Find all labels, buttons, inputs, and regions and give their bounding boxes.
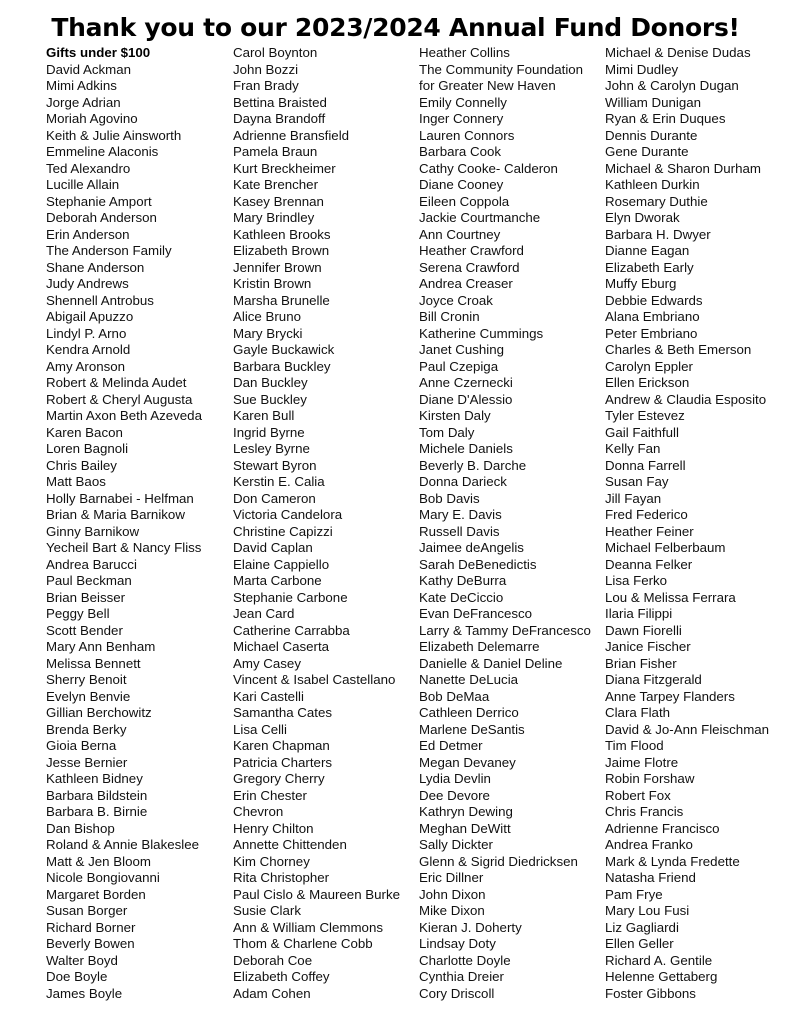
donor-name: Evelyn Benvie (46, 688, 131, 704)
donor-name: Kathleen Bidney (46, 771, 143, 786)
donor-name: David Ackman (46, 61, 131, 77)
donor-name: Barbara Cook (419, 144, 502, 159)
donor-name: Kate DeCiccio (419, 589, 504, 605)
donor-name: Lauren Connors (419, 127, 515, 143)
donor-name: Barbara Bildstein (46, 787, 148, 803)
donor-column-1 (46, 45, 202, 1002)
donor-column-4 (605, 45, 769, 1002)
donor-name: Loren Bagnoli (46, 441, 129, 456)
donor-name: Dee Devore (419, 787, 490, 803)
donor-name: Michael Caserta (233, 639, 330, 654)
donor-name: Don Cameron (233, 490, 316, 506)
donor-name: Kari Castelli (233, 688, 304, 704)
donor-name: Karen Chapman (233, 738, 330, 753)
donor-name: Anne Tarpey Flanders (605, 688, 735, 704)
donor-name: Joyce Croak (419, 292, 493, 308)
donor-name: Cathy Cooke- Calderon (419, 160, 558, 176)
donor-name: Matt Baos (46, 474, 106, 489)
donor-name: Lisa Ferko (605, 573, 668, 588)
donor-name: Vincent & Isabel Castellano (233, 672, 396, 687)
donor-name: Robin Forshaw (605, 771, 695, 786)
donor-name: Susie Clark (233, 903, 301, 918)
donor-name: Bill Cronin (419, 309, 480, 324)
donor-name: Jennifer Brown (233, 259, 322, 275)
donor-name: Brian Beisser (46, 589, 126, 605)
donor-name: Deborah Coe (233, 952, 313, 968)
donor-name: Melissa Bennett (46, 655, 141, 671)
donor-name: Ginny Barnikow (46, 523, 140, 539)
donor-name: Michael Felberbaum (605, 540, 726, 555)
donor-name: Diane Cooney (419, 177, 504, 192)
section-heading-gifts-under-100: Gifts under $100 (46, 45, 151, 60)
donor-name: Karen Bull (233, 408, 295, 423)
donor-name: Kelly Fan (605, 441, 661, 456)
donor-name: Glenn & Sigrid Diedricksen (419, 853, 578, 869)
donor-name: Donna Farrell (605, 457, 686, 473)
donor-column-2 (233, 45, 400, 1002)
donor-name: Paul Beckman (46, 573, 132, 588)
donor-name: Scott Bender (46, 622, 123, 638)
donor-name: Annette Chittenden (233, 837, 347, 852)
donor-name: Andrea Barucci (46, 556, 137, 572)
donor-name: Moriah Agovino (46, 111, 138, 126)
donor-name: Mark & Lynda Fredette (605, 853, 740, 869)
donor-name: Gillian Berchowitz (46, 705, 152, 720)
donor-name: Elizabeth Early (605, 259, 694, 275)
donor-name: Russell Davis (419, 523, 500, 539)
donor-name: Adrienne Bransfield (233, 127, 350, 143)
donor-name: Marta Carbone (233, 573, 322, 588)
donor-name: Lesley Byrne (233, 441, 310, 456)
donor-name: Kirsten Daly (419, 408, 491, 423)
donor-name: Kim Chorney (233, 853, 310, 869)
donor-name: Lindsay Doty (419, 936, 496, 951)
donor-name: Muffy Eburg (605, 276, 677, 291)
donor-name: Beverly B. Darche (419, 457, 527, 473)
donor-name: Diane D'Alessio (419, 391, 513, 407)
donor-name: Brian Fisher (605, 655, 677, 671)
donor-name: Natasha Friend (605, 870, 696, 885)
donor-name: Pam Frye (605, 886, 663, 902)
donor-name: Abigail Apuzzo (46, 309, 134, 324)
donor-name: Dan Buckley (233, 375, 308, 390)
donor-name: Michele Daniels (419, 441, 513, 456)
donor-name: Charles & Beth Emerson (605, 342, 752, 357)
donor-name: Foster Gibbons (605, 985, 696, 1001)
donor-name: Richard Borner (46, 919, 136, 935)
donor-name: Sarah DeBenedictis (419, 556, 537, 572)
donor-name: Dan Bishop (46, 820, 115, 836)
donor-name: Lucille Allain (46, 177, 120, 192)
donor-name: The Community Foundation (419, 61, 584, 77)
donor-name: Ingrid Byrne (233, 424, 305, 440)
donor-name: Paul Czepiga (419, 358, 499, 374)
donor-name: Gayle Buckawick (233, 342, 335, 357)
donor-name: Barbara Buckley (233, 358, 331, 374)
donor-name: Susan Fay (605, 474, 669, 489)
donor-name: Anne Czernecki (419, 375, 513, 390)
donor-name: Margaret Borden (46, 886, 146, 902)
donor-name: Jesse Bernier (46, 754, 128, 770)
donor-name: Carolyn Eppler (605, 358, 693, 374)
donor-name: Ryan & Erin Duques (605, 111, 726, 126)
donor-name: Catherine Carrabba (233, 622, 350, 638)
donor-name: Helenne Gettaberg (605, 969, 718, 984)
donor-name: Larry & Tammy DeFrancesco (419, 622, 591, 638)
donor-name: Charlotte Doyle (419, 952, 511, 968)
donor-name: John Dixon (419, 886, 486, 902)
donor-name: Erin Anderson (46, 226, 130, 242)
donor-name: Heather Crawford (419, 243, 524, 258)
donor-name: Gene Durante (605, 144, 689, 159)
donor-name: Dennis Durante (605, 127, 698, 143)
donor-name: Ilaria Filippi (605, 606, 673, 621)
donor-name: Carol Boynton (233, 45, 318, 60)
donor-name: Kieran J. Doherty (419, 919, 522, 935)
donor-name: Lydia Devlin (419, 771, 491, 786)
donor-name: Robert & Melinda Audet (46, 375, 187, 390)
donor-name: Susan Borger (46, 903, 128, 918)
donor-name: Cathleen Derrico (419, 705, 519, 720)
donor-name: John & Carolyn Dugan (605, 78, 739, 93)
donor-name: Janice Fischer (605, 639, 691, 654)
donor-name: Mary Brindley (233, 210, 315, 225)
donor-name: Ellen Erickson (605, 375, 690, 390)
donor-name: Nanette DeLucia (419, 672, 519, 687)
donor-name: Tim Flood (605, 738, 664, 753)
donor-name: Nicole Bongiovanni (46, 870, 160, 885)
donor-name: Alice Bruno (233, 309, 301, 324)
donor-name: Ellen Geller (605, 936, 674, 951)
donor-name: David Caplan (233, 540, 313, 555)
donor-name: Elizabeth Coffey (233, 969, 330, 984)
donor-name: Roland & Annie Blakeslee (46, 837, 200, 852)
donor-name: Dayna Brandoff (233, 111, 326, 126)
donor-name: Erin Chester (233, 787, 307, 803)
donor-name: Elyn Dworak (605, 210, 680, 225)
donor-name: Danielle & Daniel Deline (419, 655, 563, 671)
donor-name: Gioia Berna (46, 738, 117, 753)
donor-name: Sherry Benoit (46, 672, 127, 687)
donor-name: Michael & Denise Dudas (605, 45, 751, 60)
donor-name: Doe Boyle (46, 969, 108, 984)
donor-name: Kathryn Dewing (419, 804, 513, 819)
donor-name: Deborah Anderson (46, 210, 157, 225)
donor-name: Beverly Bowen (46, 936, 135, 951)
donor-name: Pamela Braun (233, 144, 318, 159)
donor-name: Keith & Julie Ainsworth (46, 127, 182, 143)
donor-name: Lou & Melissa Ferrara (605, 589, 736, 605)
donor-name: Christine Capizzi (233, 523, 333, 539)
donor-name: Janet Cushing (419, 342, 505, 357)
donor-name: Mimi Adkins (46, 78, 117, 93)
donor-name: Lindyl P. Arno (46, 325, 127, 341)
donor-name: Jorge Adrian (46, 94, 121, 110)
donor-name: Robert & Cheryl Augusta (46, 391, 193, 407)
donor-name: Rita Christopher (233, 870, 330, 885)
donor-name: Victoria Candelora (233, 507, 343, 522)
donor-name: Tom Daly (419, 424, 475, 440)
donor-name: Meghan DeWitt (419, 820, 511, 836)
donor-name: Richard A. Gentile (605, 952, 713, 968)
donor-column-3 (419, 45, 591, 1002)
donor-name: Andrew & Claudia Esposito (605, 391, 767, 407)
donor-name: Martin Axon Beth Azeveda (46, 408, 202, 423)
donor-name: Amy Casey (233, 655, 301, 671)
donor-name: Heather Feiner (605, 523, 694, 539)
donor-name: Thom & Charlene Cobb (233, 936, 373, 951)
donor-name: Mary E. Davis (419, 507, 502, 522)
donor-name: Jaimee deAngelis (419, 540, 524, 555)
donor-name: Inger Connery (419, 111, 504, 126)
donor-name: Elizabeth Delemarre (419, 639, 540, 654)
donor-name: Barbara H. Dwyer (605, 226, 711, 242)
donor-name: Emily Connelly (419, 94, 507, 110)
donor-name: William Dunigan (605, 94, 702, 110)
donor-name: Peggy Bell (46, 606, 110, 621)
donor-name: Michael & Sharon Durham (605, 160, 761, 176)
donor-name: Judy Andrews (46, 276, 129, 291)
donor-name: Dianne Eagan (605, 243, 690, 258)
donor-name: Bob DeMaa (419, 688, 490, 704)
donor-name: Walter Boyd (46, 952, 118, 968)
donor-name: Andrea Creaser (419, 276, 513, 291)
donor-name: Ted Alexandro (46, 160, 131, 176)
donor-name: Cynthia Dreier (419, 969, 504, 984)
donor-name: Dawn Fiorelli (605, 622, 682, 638)
donor-name: James Boyle (46, 985, 123, 1001)
donor-name: Amy Aronson (46, 358, 126, 374)
donor-name: Andrea Franko (605, 837, 693, 852)
donor-name: Cory Driscoll (419, 985, 495, 1001)
donor-name: Elizabeth Brown (233, 243, 330, 258)
donor-name: Donna Darieck (419, 474, 507, 489)
donor-name: Ann Courtney (419, 226, 501, 242)
donor-name: Eric Dillner (419, 870, 484, 885)
donor-name: Clara Flath (605, 705, 671, 720)
donor-name: Eileen Coppola (419, 193, 510, 209)
donor-name: Bob Davis (419, 490, 480, 506)
donor-name: Adrienne Francisco (605, 820, 720, 836)
donor-name: Fred Federico (605, 507, 688, 522)
donor-name: Shane Anderson (46, 259, 145, 275)
donor-name: Serena Crawford (419, 259, 520, 275)
donor-name: Debbie Edwards (605, 292, 703, 308)
donor-name: Shennell Antrobus (46, 292, 154, 308)
donor-name: Marsha Brunelle (233, 292, 330, 308)
donor-name: Katherine Cummings (419, 325, 544, 341)
donor-name: David & Jo-Ann Fleischman (605, 721, 770, 737)
donor-name: Henry Chilton (233, 820, 314, 836)
donor-name: Samantha Cates (233, 705, 333, 720)
donor-name: Ann & William Clemmons (233, 919, 383, 935)
donor-name: Jackie Courtmanche (419, 210, 541, 225)
donor-name: Kathy DeBurra (419, 573, 507, 588)
donor-name: Sue Buckley (233, 391, 307, 407)
donor-name: Megan Devaney (419, 754, 516, 770)
donor-name: Kathleen Durkin (605, 177, 700, 192)
donor-name: Tyler Estevez (605, 408, 685, 423)
donor-name: Mike Dixon (419, 903, 485, 918)
donor-name: Rosemary Duthie (605, 193, 708, 209)
donor-name: Stewart Byron (233, 457, 317, 473)
donor-name: Mimi Dudley (605, 61, 679, 77)
donor-name: Gregory Cherry (233, 771, 325, 786)
donor-name: Liz Gagliardi (605, 919, 679, 935)
donor-name: Mary Ann Benham (46, 639, 156, 654)
donor-name: Holly Barnabei - Helfman (46, 490, 194, 506)
donor-name: Jill Fayan (605, 490, 662, 506)
donor-name: Kendra Arnold (46, 342, 131, 357)
donor-name: Jean Card (233, 606, 295, 621)
donor-name: Alana Embriano (605, 309, 700, 324)
donor-name: Kristin Brown (233, 276, 312, 291)
donor-name: Kerstin E. Calia (233, 474, 325, 489)
donor-name: Chris Francis (605, 804, 684, 819)
donor-name: Stephanie Carbone (233, 589, 348, 605)
donor-name: Kurt Breckheimer (233, 160, 336, 176)
donor-name: Kasey Brennan (233, 193, 324, 209)
donor-name: Robert Fox (605, 787, 671, 803)
donor-name: Kathleen Brooks (233, 226, 331, 242)
donor-name: Ed Detmer (419, 738, 483, 753)
page-title: Thank you to our 2023/2024 Annual Fund Donors! (51, 13, 740, 42)
donor-name: Jaime Flotre (605, 754, 679, 770)
donor-name: Fran Brady (233, 78, 299, 93)
donor-name: Emmeline Alaconis (46, 144, 159, 159)
donor-name: Stephanie Amport (46, 193, 152, 209)
donor-name: Brenda Berky (46, 721, 127, 737)
donor-name: Bettina Braisted (233, 94, 327, 110)
donor-name: Yecheil Bart & Nancy Fliss (46, 540, 202, 555)
donor-name: Mary Lou Fusi (605, 903, 690, 918)
donor-name: Brian & Maria Barnikow (46, 507, 185, 522)
donor-name: The Anderson Family (46, 243, 172, 258)
donor-name: Deanna Felker (605, 556, 693, 572)
donor-name: Matt & Jen Bloom (46, 853, 151, 869)
donor-name: Chris Bailey (46, 457, 117, 473)
donor-name: for Greater New Haven (419, 78, 556, 93)
donor-name: Adam Cohen (233, 985, 311, 1001)
donor-name: John Bozzi (233, 61, 299, 77)
donor-name: Chevron (233, 804, 284, 819)
donor-name: Gail Faithfull (605, 424, 679, 440)
donor-name: Marlene DeSantis (419, 721, 525, 737)
donor-name: Elaine Cappiello (233, 556, 330, 572)
donor-name: Barbara B. Birnie (46, 804, 148, 819)
donor-name: Peter Embriano (605, 325, 698, 341)
donor-name: Diana Fitzgerald (605, 672, 702, 687)
donor-name: Lisa Celli (233, 721, 287, 737)
donor-name: Karen Bacon (46, 424, 123, 440)
donor-name: Kate Brencher (233, 177, 319, 192)
donor-name: Evan DeFrancesco (419, 606, 533, 621)
donor-name: Patricia Charters (233, 754, 333, 770)
donor-name: Paul Cislo & Maureen Burke (233, 886, 401, 902)
donor-name: Heather Collins (419, 45, 510, 60)
donor-name: Sally Dickter (419, 837, 493, 852)
donor-name: Mary Brycki (233, 325, 303, 341)
